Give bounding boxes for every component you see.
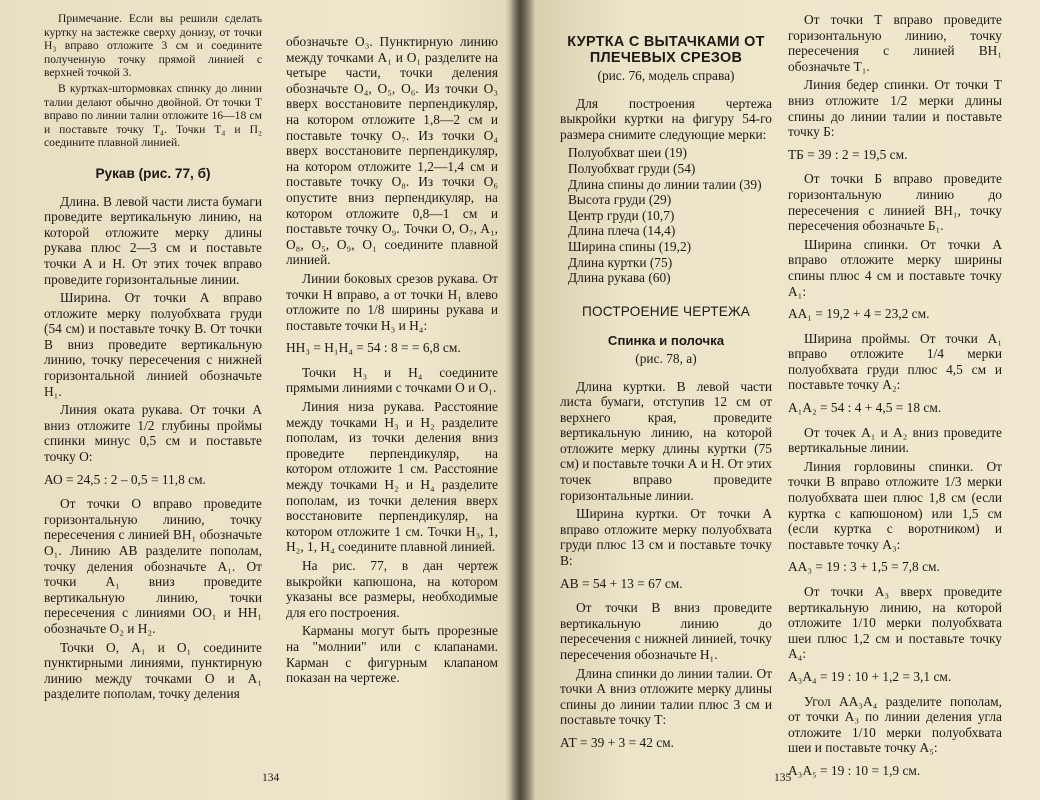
formula: A₃A₄ = 19 : 10 + 1,2 = 3,1 см.: [788, 668, 952, 684]
body-paragraph: Ширина куртки. От точки А вправо отложите мерку полуобхвата груди плюс 13 см и поставьте точку В:: [560, 506, 772, 569]
sleeve-heading: Рукав (рис. 77, б): [95, 165, 211, 181]
intro-paragraph: Для построения чертежа выкройки куртки на фигуру 54-го размера снимите следующие мерки:: [560, 95, 772, 142]
body-paragraph: Линия оката рукава. От точки А вниз отложите 1/2 глубины проймы спинки минус 0,5 см и поставьте точку О:: [44, 402, 262, 465]
section-title: КУРТКА С ВЫТАЧКАМИ ОТ ПЛЕЧЕВЫХ СРЕЗОВ: [567, 34, 765, 66]
body-paragraph: Линия низа рукава. Расстояние между точками H₃ и H₂ разделите пополам, из точки деления вниз проведите перпендикуляр, на котором отложите 1 см. Расстояние между точками H₂ и H₄ разделите пополам, из точки деления вверх восстановите перпендикуляр, на котором отложите 1 см. Точки H₃, 1, H₂, 1, H₄ соедините плавной линией.: [286, 399, 498, 555]
body-paragraph: Ширина проймы. От точки A₁ вправо отложите 1/4 мерки полуобхвата груди плюс 4,5 см и поставьте точку A₂:: [788, 330, 1002, 393]
body-paragraph: Длина куртки. В левой части листа бумаги, отступив 12 см от верхнего края, проведите вертикальную линию, на которой отложите мерку длины куртки (75 см) и поставьте точки А и Н. От этих точек вправо проведите горизонтальные линии.: [560, 378, 772, 503]
list-item: Длина спины до линии талии (39): [568, 176, 762, 192]
body-paragraph: На рис. 77, в дан чертеж выкройки капюшона, на котором указаны все размеры, необходимые для его построения.: [286, 558, 498, 620]
subheading-caption: (рис. 78, а): [635, 350, 697, 366]
body-paragraph: Ширина спинки. От точки А вправо отложите мерку ширины спины плюс 4 см и поставьте точку A₁:: [788, 236, 1002, 299]
body-paragraph: Точки О, A₁ и O₁ соедините пунктирными линиями, пунктирную линию между точками О и A₁ разделите пополам, точку деления: [44, 639, 262, 702]
body-paragraph: Карманы могут быть прорезные на "молнии" или с клапанами. Карман с фигурным клапаном показан на чертеже.: [286, 623, 498, 686]
book-gutter: [505, 0, 535, 800]
body-paragraph: От точки A₃ вверх проведите вертикальную линию, на которой отложите 1/10 мерки полуобхвата шеи плюс 1,2 см и поставьте точку A₄:: [788, 584, 1002, 662]
body-paragraph: Линия горловины спинки. От точки В вправо отложите 1/3 мерки полуобхвата шеи плюс 1,8 см (если куртка с капюшоном) или 1,5 см (если куртка с воротником) и поставьте точку A₃:: [788, 458, 1002, 552]
body-paragraph: От точек A₁ и A₂ вниз проведите вертикальные линии.: [788, 424, 1002, 456]
body-paragraph: От точки Т вправо проведите горизонтальную линию, точку пересечения с линией BH₁ обозначьте T₁.: [788, 12, 1002, 74]
note-paragraph: В куртках-штормовках спинку до линии талии делают обычно двойной. От точки Т вправо по линии талии отложите 16—18 см и поставьте точку T₄. Точки T₄ и П₂ соедините плавной линией.: [44, 81, 262, 150]
formula: HH₃ = H₁H₄ = 54 : 8 = = 6,8 см.: [286, 340, 461, 356]
body-paragraph: Линии боковых срезов рукава. От точки Н вправо, а от точки H₁ влево отложите по 1/8 ширины рукава и поставьте точки H₃ и H₄:: [286, 270, 498, 333]
left-page-column-2: [286, 34, 498, 689]
note-paragraph: Примечание. Если вы решили сделать куртку на застежке сверху донизу, от точки H₃ вправо отложите 3 см и соедините полученную точку прямой линией с верхней точкой 3.: [44, 12, 262, 80]
body-paragraph: Длина. В левой части листа бумаги проведите вертикальную линию, на которой отложите мерку длины рукава плюс 2—3 см и поставьте точки А и Н. От этих точек вправо проведите горизонтальные линии.: [44, 193, 262, 287]
body-paragraph: Угол АA₃A₄ разделите пополам, от точки A₃ по линии деления угла отложите 1/10 мерки полуобхвата шеи и поставьте точку A₅:: [788, 693, 1002, 756]
body-paragraph: Ширина. От точки А вправо отложите мерку полуобхвата груди (54 см) и поставьте точку В. От точки В вниз проведите вертикальную линию, точку пересечения с нижней горизонтальной линией обозначьте H₁.: [44, 290, 262, 399]
list-item: Длина рукава (60): [568, 270, 671, 286]
right-page-number: 135: [774, 772, 792, 784]
list-item: Высота груди (29): [568, 192, 672, 208]
left-page-number: 134: [262, 772, 280, 784]
formula: ТБ = 39 : 2 = 19,5 см.: [788, 146, 908, 162]
list-item: Длина плеча (14,4): [568, 223, 676, 239]
construction-heading: ПОСТРОЕНИЕ ЧЕРТЕЖА: [581, 303, 751, 319]
formula: АО = 24,5 : 2 – 0,5 = 11,8 см.: [44, 471, 206, 487]
list-item: Полуобхват груди (54): [568, 160, 696, 176]
formula: A₃A₅ = 19 : 10 = 1,9 см.: [788, 762, 921, 778]
formula: АA₁ = 19,2 + 4 = 23,2 см.: [788, 306, 930, 322]
formula: АТ = 39 + 3 = 42 см.: [560, 734, 675, 750]
body-paragraph: обозначьте O₃. Пунктирную линию между точками A₁ и O₁ разделите на четыре части, точки деления обозначьте O₄, O₅, O₆. Из точки O₃ вверх восстановите перпендикуляр, на котором отложите 1,8—2 см и поставьте точку O₇. Из точки O₄ вверх восстановите перпендикуляр, на котором отложите 1,2—1,4 см и поставьте точку O₈. Из точки O₆ опустите вниз перпендикуляр, на котором отложите 0,8—1 см и поставьте точку O₉. Точки О, O₇, A₁, O₈, O₅, O₉, O₁ соедините плавной линией.: [286, 34, 498, 268]
body-paragraph: От точки О вправо проведите горизонтальную линию, точку пересечения с линией BH₁ обозначьте O₁. Линию АВ разделите пополам, точку деления обозначьте A₁. От точки A₁ вниз проведите вертикальную линию, точки пересечения с линиями OO₁ и HH₁ обозначьте O₂ и H₂.: [44, 496, 262, 636]
note-block: [44, 12, 262, 150]
formula: АA₃ = 19 : 3 + 1,5 = 7,8 см.: [788, 559, 940, 575]
list-item: Длина куртки (75): [568, 254, 673, 270]
right-page-column-2: [788, 12, 1002, 788]
body-paragraph: Длина спинки до линии талии. От точки А вниз отложите мерку длины спины до линии талии плюс 3 см и поставьте точку Т:: [560, 665, 772, 728]
body-paragraph: Точки H₃ и H₄ соедините прямыми линиями с точками О и O₁.: [286, 364, 498, 396]
formula: A₁A₂ = 54 : 4 + 4,5 = 18 см.: [788, 400, 942, 416]
subheading: Спинка и полочка: [607, 333, 725, 349]
body-paragraph: От точки Б вправо проведите горизонтальную линию до пересечения с линией BH₁, точку пересечения обозначьте Б₁.: [788, 171, 1002, 234]
list-item: Полуобхват шеи (19): [568, 145, 687, 161]
right-page-column-1: [560, 14, 772, 760]
body-paragraph: Линия бедер спинки. От точки Т вниз отложите 1/2 мерки длины спины до линии талии и поставьте точку Б:: [788, 77, 1002, 140]
list-item: Ширина спины (19,2): [568, 238, 692, 254]
formula: АВ = 54 + 13 = 67 см.: [560, 575, 683, 591]
left-page-column-1: [44, 12, 262, 705]
body-paragraph: От точки В вниз проведите вертикальную линию до пересечения с нижней линией, точку пересечения обозначьте H₁.: [560, 600, 772, 662]
list-item: Центр груди (10,7): [568, 207, 675, 223]
title-caption: (рис. 76, модель справа): [597, 68, 735, 83]
measurement-list: [560, 145, 772, 285]
